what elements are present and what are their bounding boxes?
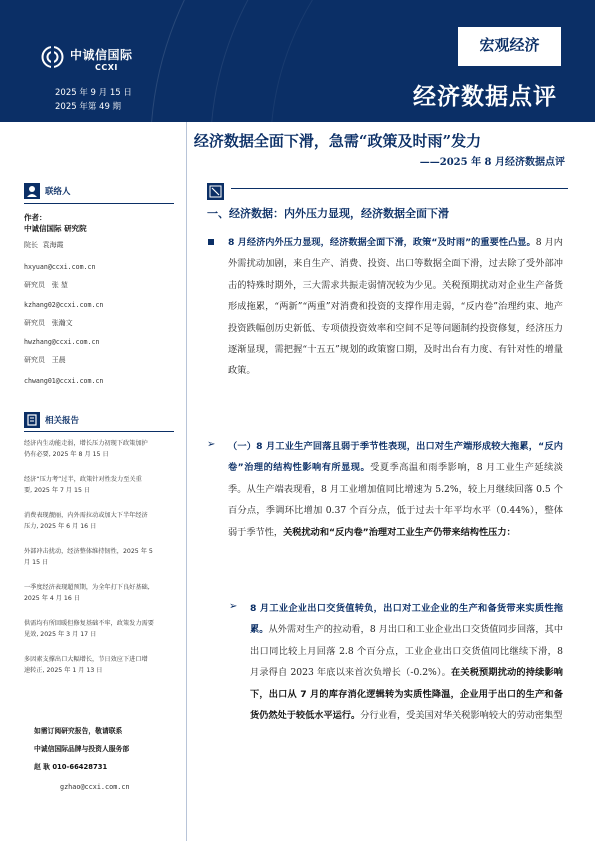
- subscribe-note: 如需订阅研究报告，敬请联系: [34, 727, 123, 735]
- brand-name-cn: 中诚信国际: [70, 48, 133, 62]
- related-report-line: 压力, 2025 年 6 月 16 日: [24, 523, 97, 530]
- related-report-line: 一季度经济表现超预期，为全年打下良好基础,: [24, 584, 150, 591]
- author-entry: [24, 355, 176, 365]
- related-report-line: 仍有必要, 2025 年 8 月 15 日: [24, 451, 109, 458]
- report-date: 2025 年 9 月 15 日: [55, 88, 132, 98]
- paragraph-lead: 8 月经济内外压力显现，经济数据全面下滑，政策“及时雨”的重要性凸显。: [228, 237, 536, 248]
- related-report-line: 见效, 2025 年 3 月 17 日: [24, 631, 97, 638]
- report-issue: 2025 年第 49 期: [55, 102, 122, 112]
- paragraph-body: 从外需对生产的拉动看，8 月出口和工业企业出口交货值同步回落，其中出口同比较上月回落 2.8 个百分点，工业企业出口交货值同比继续下滑，8 月录得自 2023 年底以来首次负增长（-0.2%）。: [250, 624, 564, 679]
- category-tag: 宏观经济: [479, 36, 540, 54]
- subscribe-phone: 赵 耿 010-66428731: [34, 763, 108, 771]
- bullet-square-icon: [208, 239, 214, 245]
- authors-label: 作者：: [24, 213, 47, 222]
- author-entry: [24, 240, 176, 250]
- page-subtitle: ——2025 年 8 月经济数据点评: [419, 157, 565, 168]
- contacts-heading-label: 联络人: [45, 187, 71, 197]
- subscribe-email[interactable]: gzhao@ccxi.com.cn: [60, 783, 130, 791]
- author-title: 院长: [24, 241, 38, 249]
- author-email[interactable]: kzhang02@ccxi.com.cn: [24, 301, 104, 309]
- related-report-link[interactable]: [24, 474, 174, 496]
- section-marker-icon: [207, 183, 224, 200]
- page-title: 经济数据全面下滑，急需“政策及时雨”发力: [193, 132, 482, 150]
- author-title: 研究员: [24, 281, 45, 289]
- related-report-line: 消费表现靓丽，内外需拉动或加大下半年经济: [24, 512, 148, 519]
- author-title: 研究员: [24, 356, 45, 364]
- related-report-line: 经济“压力考”过半，政策针对性发力至关重: [24, 476, 142, 483]
- paragraph-lead: 8 月工业企业出口交货值转负，出口对工业企业的生产和备货带来实质性拖累。: [250, 603, 563, 636]
- author-entry: [24, 280, 176, 290]
- paragraph-emphasis: 在关税预期扰动的持续影响下，出口从 7 月的库存消化逻辑转为实质性降温，企业用于出口的生产和备货仍然处于较低水平运行。: [250, 667, 563, 722]
- paragraph-2: [228, 436, 563, 543]
- related-report-link[interactable]: [24, 438, 174, 460]
- arrow-bullet-icon: ➢: [207, 439, 216, 450]
- paragraph-1: [228, 232, 563, 382]
- related-rule: [24, 431, 174, 432]
- report-icon: [24, 412, 40, 428]
- related-report-line: 2025 年 4 月 16 日: [24, 595, 80, 602]
- paragraph-body: 8 月内外需扰动加剧，来自生产、消费、投资、出口等数据全面下滑，过去除了受外部冲击的特殊时期外，三大需求共振走弱情况较为少见。关税预期扰动对企业生产备货形成拖累，“两新”“两重”对消费和投资的支撑作用走弱，“反内卷”治理约束、地产投资跌幅创历史新低、专项债投资效率和空间不足等问题制约投资修复，经济压力逐渐显现，需把握“十五五”规划的政策窗口期，及时出台有力度、有针对性的增量政策。: [228, 237, 563, 377]
- subscribe-dept: 中诚信国际品牌与投资人服务部: [34, 745, 130, 753]
- person-icon: [24, 183, 40, 199]
- author-email[interactable]: hwzhang@ccxi.com.cn: [24, 338, 100, 346]
- author-name: 张 堃: [51, 281, 68, 289]
- sidebar-divider: [186, 122, 187, 841]
- author-email[interactable]: hxyuan@ccxi.com.cn: [24, 263, 96, 271]
- authors-org: 中诚信国际 研究院: [24, 224, 87, 233]
- report-type: 经济数据点评: [413, 84, 557, 110]
- author-title: 研究员: [24, 319, 45, 327]
- section-rule: [231, 188, 568, 189]
- related-report-link[interactable]: [24, 510, 174, 532]
- arrow-bullet-icon: ➢: [229, 601, 238, 612]
- paragraph-emphasis: 关税扰动和“反内卷”治理对工业生产仍带来结构性压力：: [283, 526, 516, 538]
- related-report-line: 月 15 日: [24, 559, 49, 566]
- author-name: 张瀚文: [51, 319, 73, 327]
- related-report-line: 供需均有所回暖但修复基础不牢，政策发力需要: [24, 620, 154, 627]
- related-report-line: 速转正, 2025 年 1 月 13 日: [24, 667, 103, 674]
- paragraph-3: [250, 598, 563, 726]
- paragraph-body: 受夏季高温和雨季影响，8 月工业生产延续淡季。从生产端表现看，8 月工业增加值同比增速为 5.2%，较上月继续回落 0.5 个百分点，季调环比增加 0.37 个百分点，低于过去十年平均水平（0.44%），整体弱于季节性，: [228, 462, 563, 538]
- brand-name-en: CCXI: [95, 63, 118, 72]
- related-report-line: 要, 2025 年 7 月 15 日: [24, 487, 91, 494]
- contacts-rule: [24, 203, 174, 204]
- author-entry: [24, 318, 176, 328]
- contacts-heading: [24, 183, 174, 201]
- ccxi-logo-icon: [40, 44, 65, 70]
- author-email[interactable]: chwang01@ccxi.com.cn: [24, 377, 104, 385]
- related-heading-label: 相关报告: [45, 416, 80, 426]
- related-heading: [24, 412, 174, 430]
- related-report-line: 多因素支撑出口大幅增长，节日效应下进口增: [24, 656, 148, 663]
- related-report-link[interactable]: [24, 654, 174, 676]
- related-report-link[interactable]: [24, 546, 174, 568]
- paragraph-body: 分行业看，受美国对华关税影响较大的劳动密集型: [360, 710, 563, 722]
- related-report-line: 外部冲击扰动，经济整体维持韧性，2025 年 5: [24, 548, 153, 555]
- paragraph-lead: （一）8 月工业生产回落且弱于季节性表现，出口对生产端形成较大拖累，“反内卷”治理的结构性影响有所显现。: [228, 441, 563, 474]
- related-report-link[interactable]: [24, 618, 174, 640]
- related-report-line: 经济内生动能走弱，增长压力初现下政策加护: [24, 440, 148, 447]
- section-heading: 一、经济数据：内外压力显现，经济数据全面下滑: [207, 207, 449, 220]
- author-name: 袁海霞: [42, 241, 64, 249]
- author-name: 王晨: [51, 356, 66, 364]
- related-report-link[interactable]: [24, 582, 174, 604]
